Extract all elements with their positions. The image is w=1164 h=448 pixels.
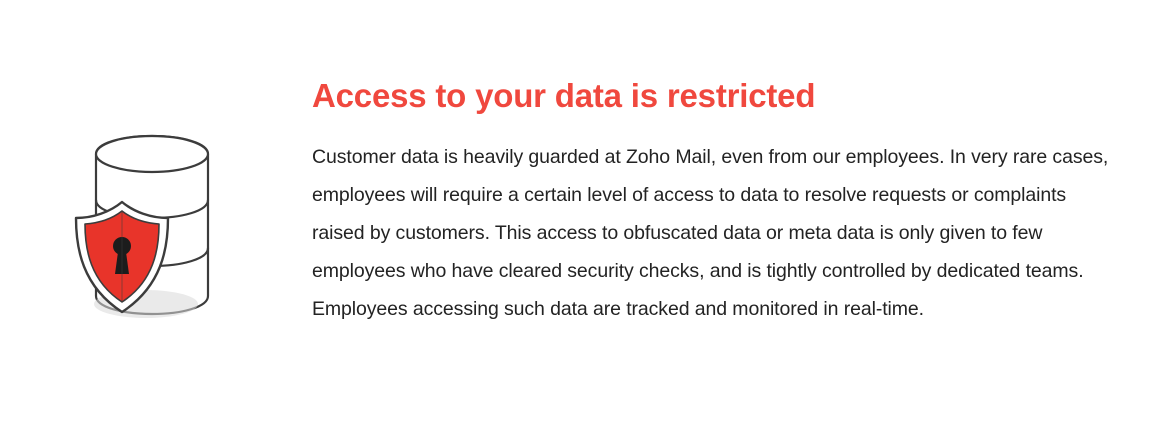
section-content — [312, 76, 1112, 328]
database-with-shield-lock-illustration — [60, 118, 280, 348]
section-body-text: Customer data is heavily guarded at Zoho Mail, even from our employees. In very rare cases, employees will require a certain level of access to data to resolve requests or complaints raised by customers. This access to obfuscated data or meta data is only given to few employees who have cleared security checks, and is tightly controlled by dedicated teams. Employees accessing such data are tracked and monitored in real-time. — [312, 145, 1109, 320]
page-title: Access to your data is restricted — [312, 77, 816, 114]
